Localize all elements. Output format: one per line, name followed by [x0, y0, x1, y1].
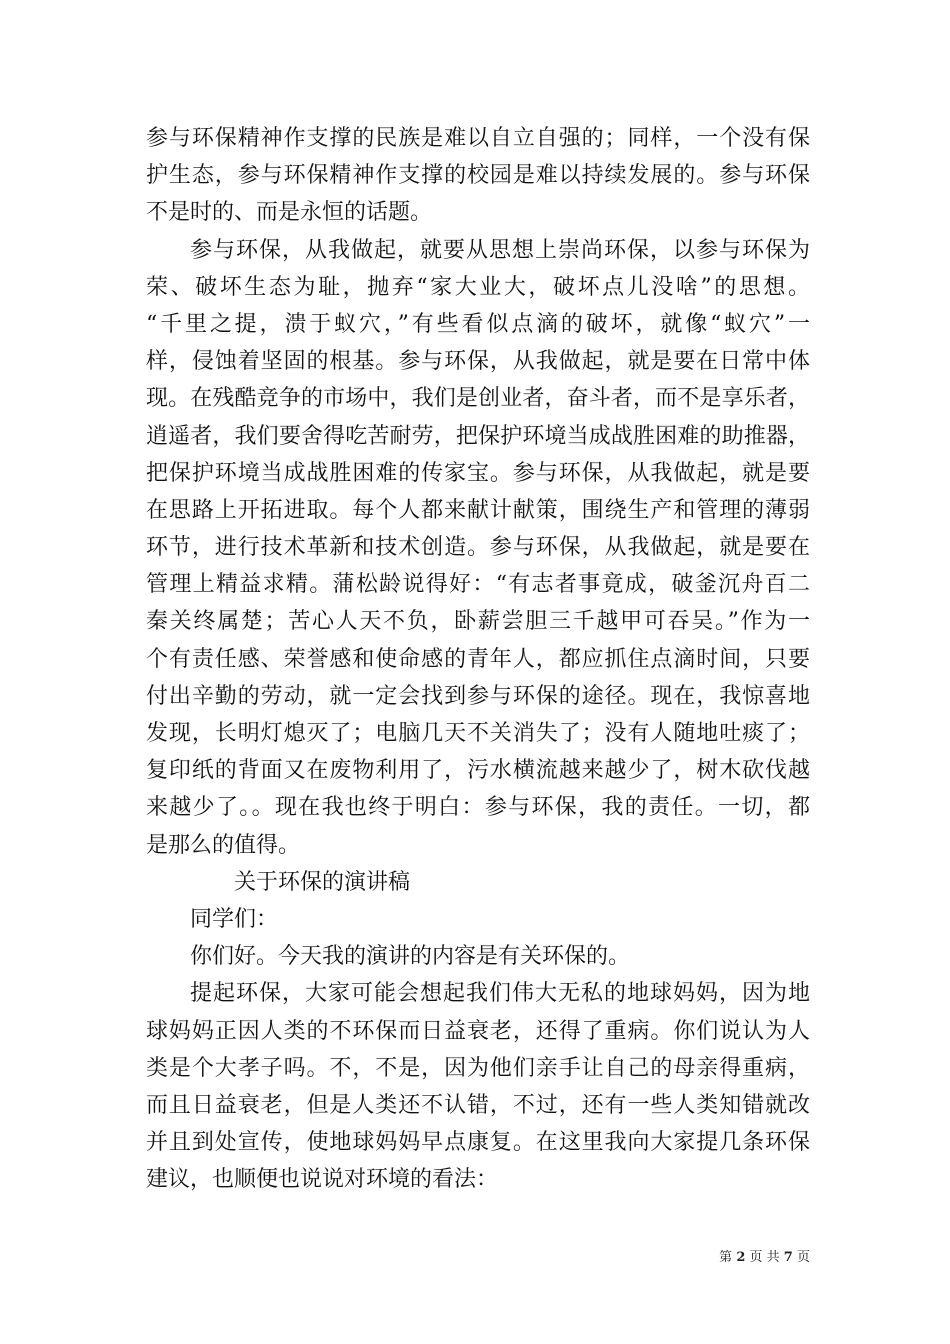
- text-line: 个有责任感、荣誉感和使命感的青年人，都应抓住点滴时间，只要: [146, 646, 810, 672]
- text-line: 在思路上开拓进取。每个人都来献计献策，围绕生产和管理的薄弱: [146, 497, 810, 523]
- footer-suffix: 页: [796, 1250, 810, 1265]
- footer-middle: 页 共: [749, 1250, 780, 1265]
- text-line: 参与环保，从我做起，就要从思想上崇尚环保，以参与环保为: [190, 237, 810, 263]
- total-page-count: 7: [783, 1250, 793, 1265]
- text-line: “千里之提，溃于蚁穴，”有些看似点滴的破坏，就像“蚁穴”一: [146, 311, 810, 337]
- text-line: 荣、破坏生态为耻，抛弃“家大业大，破坏点儿没啥”的思想。: [146, 274, 810, 300]
- text-line: 而且日益衰老，但是人类还不认错，不过，还有一些人类知错就改: [146, 1092, 810, 1118]
- text-line: 秦关终属楚；苦心人天不负，卧薪尝胆三千越甲可吞吴。”作为一: [146, 609, 810, 635]
- text-line: 样，侵蚀着坚固的根基。参与环保，从我做起，就是要在日常中体: [146, 349, 810, 375]
- text-line: 把保护环境当成战胜困难的传家宝。参与环保，从我做起，就是要: [146, 460, 810, 486]
- speech-title: 关于环保的演讲稿: [234, 869, 411, 895]
- page-number-footer: [700, 1246, 810, 1265]
- text-line: 参与环保精神作支撑的民族是难以自立自强的；同样，一个没有保: [146, 126, 810, 151]
- text-line: 并且到处宣传，使地球妈妈早点康复。在这里我向大家提几条环保: [146, 1130, 810, 1156]
- text-line: 球妈妈正因人类的不环保而日益衰老，还得了重病。你们说认为人: [146, 1018, 810, 1044]
- text-line: 付出辛勤的劳动，就一定会找到参与环保的途径。现在，我惊喜地: [146, 683, 810, 709]
- document-body: [146, 120, 810, 1198]
- salutation: 同学们：: [190, 906, 279, 932]
- text-line: 发现，长明灯熄灭了；电脑几天不关消失了；没有人随地吐痰了；: [146, 721, 810, 746]
- text-line: 逍遥者，我们要舍得吃苦耐劳，把保护环境当成战胜困难的助推器，: [146, 423, 810, 449]
- text-line: 来越少了。。现在我也终于明白：参与环保，我的责任。一切，都: [146, 795, 810, 821]
- text-line: 建议，也顺便也说说对环境的看法：: [146, 1167, 499, 1193]
- current-page-number: 2: [736, 1250, 746, 1265]
- text-line: 是那么的值得。: [146, 832, 301, 858]
- text-line: 环节，进行技术革新和技术创造。参与环保，从我做起，就是要在: [146, 535, 810, 561]
- text-line: 管理上精益求精。蒲松龄说得好：“有志者事竟成，破釜沉舟百二: [146, 572, 810, 598]
- text-line: 护生态，参与环保精神作支撑的校园是难以持续发展的。参与环保: [146, 163, 810, 189]
- footer-prefix: 第: [719, 1250, 733, 1265]
- text-line: 类是个大孝子吗。不，不是，因为他们亲手让自己的母亲得重病，: [146, 1055, 810, 1081]
- text-line: 不是时的、而是永恒的话题。: [146, 200, 433, 226]
- text-line: 复印纸的背面又在废物利用了，污水横流越来越少了，树木砍伐越: [146, 758, 810, 784]
- text-line: 提起环保，大家可能会想起我们伟大无私的地球妈妈，因为地: [190, 981, 810, 1007]
- text-line: 现。在残酷竞争的市场中，我们是创业者，奋斗者，而不是享乐者，: [146, 386, 810, 412]
- text-line: 你们好。今天我的演讲的内容是有关环保的。: [190, 944, 631, 970]
